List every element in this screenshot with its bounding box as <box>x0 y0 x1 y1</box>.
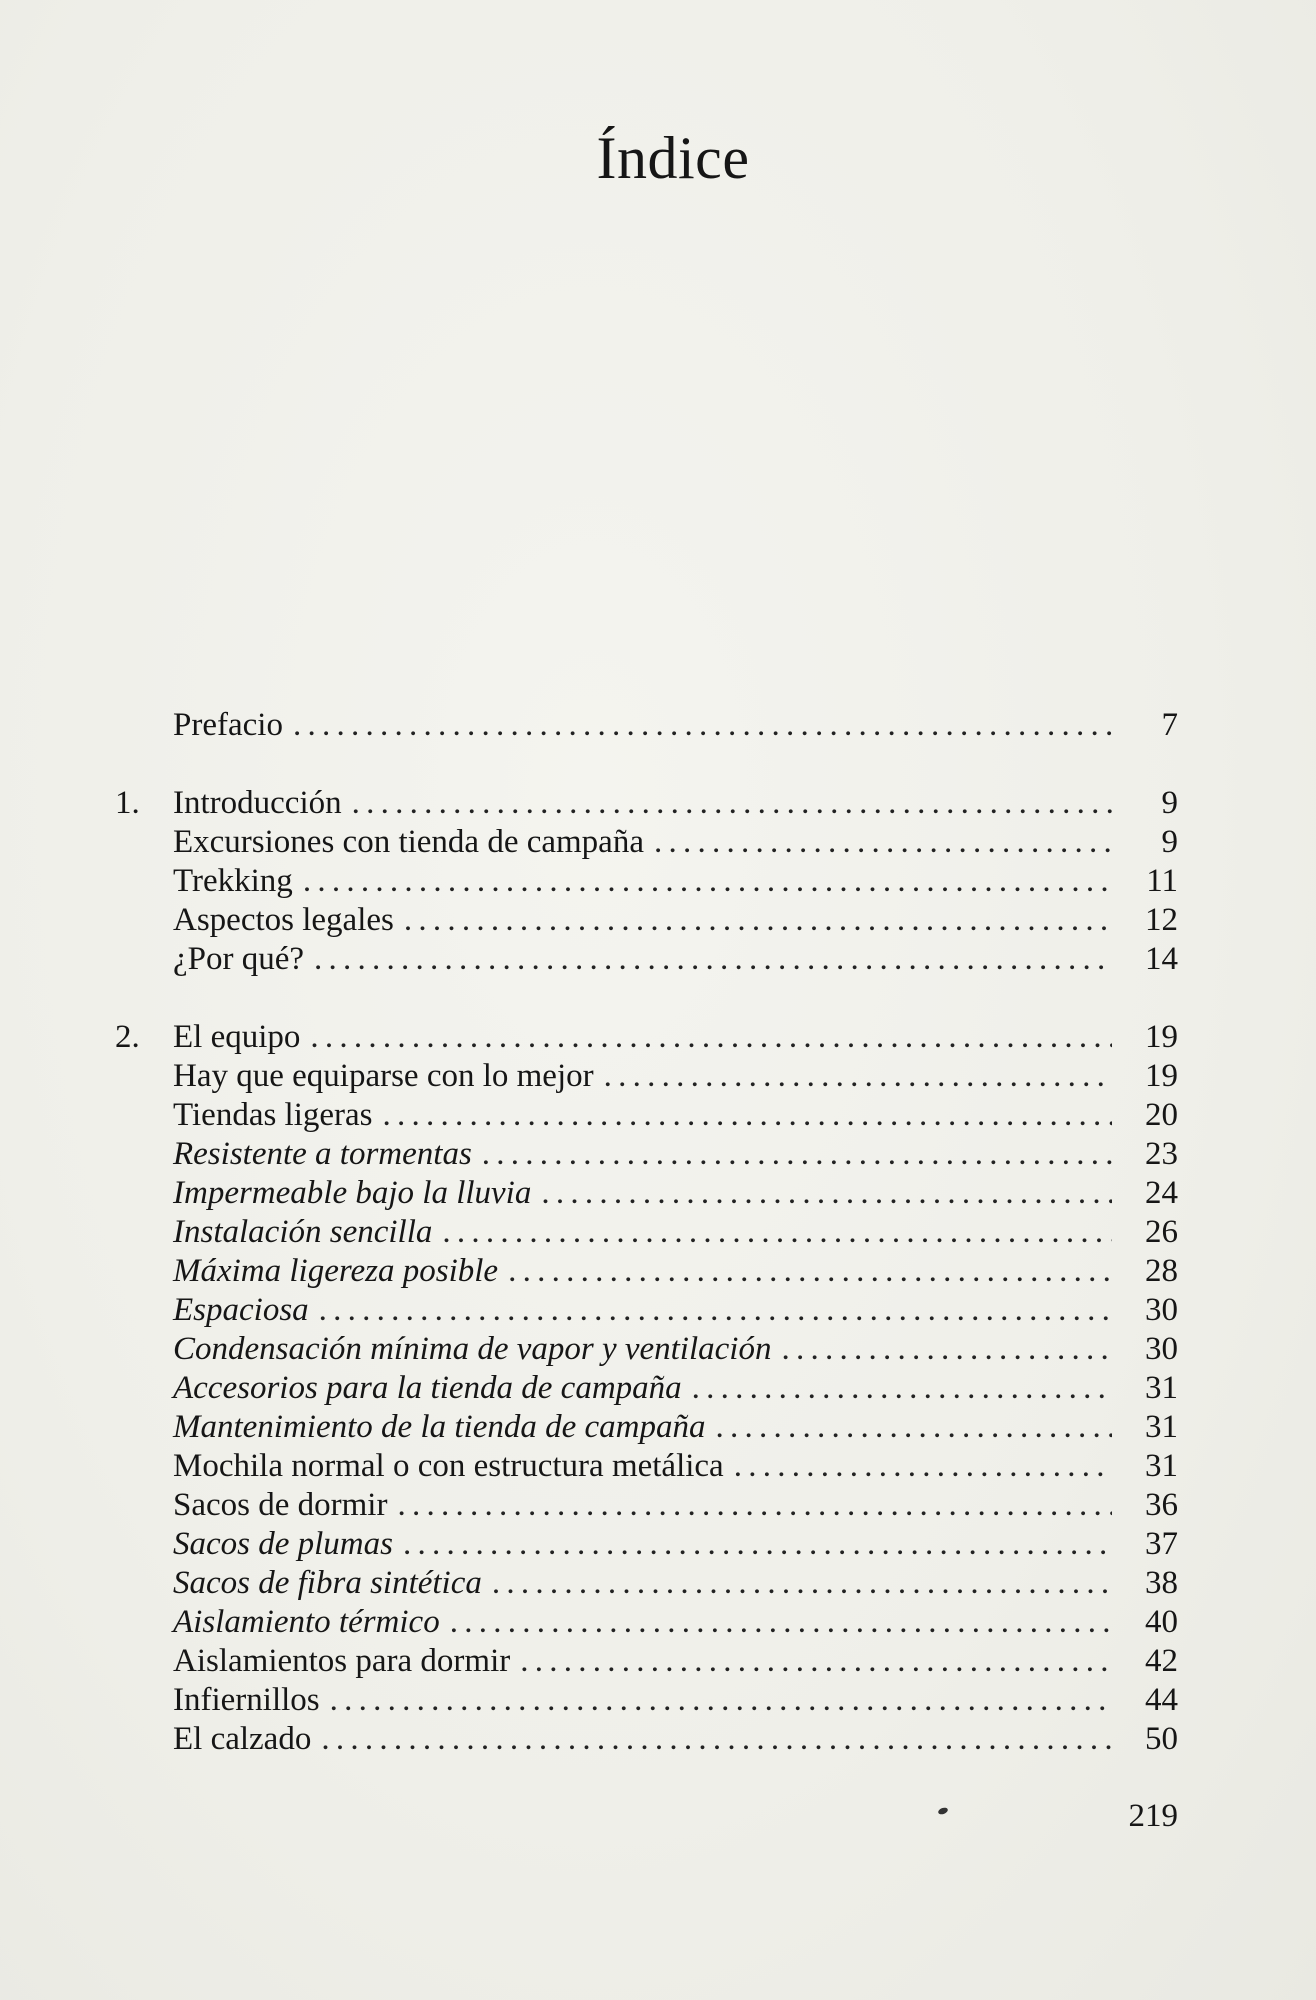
toc-entry <box>115 1447 1178 1486</box>
toc-entry-label: Aspectos legales <box>173 902 394 938</box>
dot-leader <box>508 1252 1112 1291</box>
toc-entry-label: Sacos de dormir <box>173 1487 388 1523</box>
toc-entry-page: 31 <box>1145 1370 1178 1406</box>
toc-entry-label: Resistente a tormentas <box>173 1136 472 1172</box>
page-title-text: Índice <box>596 125 750 191</box>
toc-entry-label: Mantenimiento de la tienda de campaña <box>173 1409 706 1445</box>
toc-entry-number: 1. <box>115 785 140 821</box>
dot-leader <box>352 784 1112 823</box>
toc-entry-number: 2. <box>115 1019 140 1055</box>
dot-leader <box>403 1525 1112 1564</box>
dot-leader <box>303 862 1112 901</box>
toc-entry <box>115 1681 1178 1720</box>
toc-entry-page: 28 <box>1145 1253 1178 1289</box>
toc-entry <box>115 1252 1178 1291</box>
toc-entry <box>115 1408 1178 1447</box>
toc-entry-page: 12 <box>1145 902 1178 938</box>
dot-leader <box>692 1369 1112 1408</box>
toc-entry <box>115 784 1178 823</box>
toc-entry-label: Instalación sencilla <box>173 1214 433 1250</box>
dot-leader <box>330 1681 1112 1720</box>
page-number: 219 <box>1128 1798 1178 1834</box>
toc-entry-page: 31 <box>1145 1409 1178 1445</box>
toc-entry-page: 7 <box>1161 707 1178 743</box>
dot-leader <box>293 706 1112 745</box>
dot-leader <box>397 1486 1112 1525</box>
toc-entry <box>115 1564 1178 1603</box>
toc-entry <box>115 1291 1178 1330</box>
table-of-contents <box>115 706 1178 1759</box>
dot-leader <box>442 1213 1112 1252</box>
toc-entry <box>115 901 1178 940</box>
toc-entry <box>115 706 1178 745</box>
toc-entry <box>115 823 1178 862</box>
dot-leader <box>310 1018 1112 1057</box>
toc-entry-label: Accesorios para la tienda de campaña <box>173 1370 682 1406</box>
toc-entry <box>115 1369 1178 1408</box>
toc-entry <box>115 1603 1178 1642</box>
toc-entry-page: 36 <box>1145 1487 1178 1523</box>
toc-entry-page: 40 <box>1145 1604 1178 1640</box>
toc-entry-label: Aislamiento térmico <box>173 1604 440 1640</box>
toc-entry <box>115 1057 1178 1096</box>
toc-entry-label: Espaciosa <box>173 1292 309 1328</box>
toc-entry-label: Tiendas ligeras <box>173 1097 373 1133</box>
toc-entry <box>115 1330 1178 1369</box>
toc-entry <box>115 1174 1178 1213</box>
toc-entry-label: Condensación mínima de vapor y ventilación <box>173 1331 772 1367</box>
toc-entry-label: Trekking <box>173 863 293 899</box>
toc-entry <box>115 1486 1178 1525</box>
toc-entry-page: 44 <box>1145 1682 1178 1718</box>
toc-entry <box>115 1096 1178 1135</box>
toc-entry-label: ¿Por qué? <box>173 941 305 977</box>
dot-leader <box>383 1096 1112 1135</box>
toc-entry-page: 37 <box>1145 1526 1178 1562</box>
toc-entry-label: Mochila normal o con estructura metálica <box>173 1448 724 1484</box>
dot-leader <box>734 1447 1112 1486</box>
toc-entry-page: 20 <box>1145 1097 1178 1133</box>
toc-entry-page: 9 <box>1161 785 1178 821</box>
toc-entry-page: 11 <box>1146 863 1178 899</box>
dot-leader <box>450 1603 1112 1642</box>
toc-entry-page: 30 <box>1145 1331 1178 1367</box>
toc-entry-label: Excursiones con tienda de campaña <box>173 824 644 860</box>
dot-leader <box>654 823 1112 862</box>
toc-entry-page: 30 <box>1145 1292 1178 1328</box>
toc-entry-page: 42 <box>1145 1643 1178 1679</box>
toc-entry-page: 38 <box>1145 1565 1178 1601</box>
dot-leader <box>604 1057 1112 1096</box>
dot-leader <box>492 1564 1112 1603</box>
toc-entry-page: 26 <box>1145 1214 1178 1250</box>
toc-entry-label: Sacos de plumas <box>173 1526 393 1562</box>
toc-entry <box>115 1720 1178 1759</box>
toc-entry-label: El equipo <box>173 1019 301 1055</box>
toc-entry <box>115 1525 1178 1564</box>
dot-leader <box>404 901 1112 940</box>
ink-speck <box>937 1806 948 1815</box>
toc-entry <box>115 940 1178 979</box>
toc-entry-label: Infiernillos <box>173 1682 320 1718</box>
dot-leader <box>321 1720 1112 1759</box>
toc-entry-page: 23 <box>1145 1136 1178 1172</box>
toc-entry-label: Sacos de fibra sintética <box>173 1565 482 1601</box>
toc-entry-label: Introducción <box>173 785 342 821</box>
dot-leader <box>319 1291 1112 1330</box>
toc-entry <box>115 1135 1178 1174</box>
toc-entry-label: Aislamientos para dormir <box>173 1643 511 1679</box>
toc-entry-label: Máxima ligereza posible <box>173 1253 499 1289</box>
toc-entry-page: 14 <box>1145 941 1178 977</box>
toc-entry-page: 50 <box>1145 1721 1178 1757</box>
dot-leader <box>781 1330 1112 1369</box>
toc-entry-label: Prefacio <box>173 707 283 743</box>
toc-entry-label: Hay que equiparse con lo mejor <box>173 1058 594 1094</box>
dot-leader <box>715 1408 1112 1447</box>
toc-entry-label: El calzado <box>173 1721 312 1757</box>
toc-entry <box>115 1018 1178 1057</box>
dot-leader <box>541 1174 1112 1213</box>
toc-entry-page: 31 <box>1145 1448 1178 1484</box>
toc-entry-page: 9 <box>1161 824 1178 860</box>
toc-entry-label: Impermeable bajo la lluvia <box>173 1175 532 1211</box>
toc-entry-page: 19 <box>1145 1019 1178 1055</box>
toc-entry-page: 19 <box>1145 1058 1178 1094</box>
toc-entry-page: 24 <box>1145 1175 1178 1211</box>
dot-leader <box>314 940 1112 979</box>
dot-leader <box>482 1135 1112 1174</box>
toc-entry <box>115 1642 1178 1681</box>
toc-entry <box>115 862 1178 901</box>
dot-leader <box>520 1642 1112 1681</box>
page-title <box>0 118 1316 198</box>
toc-entry <box>115 1213 1178 1252</box>
